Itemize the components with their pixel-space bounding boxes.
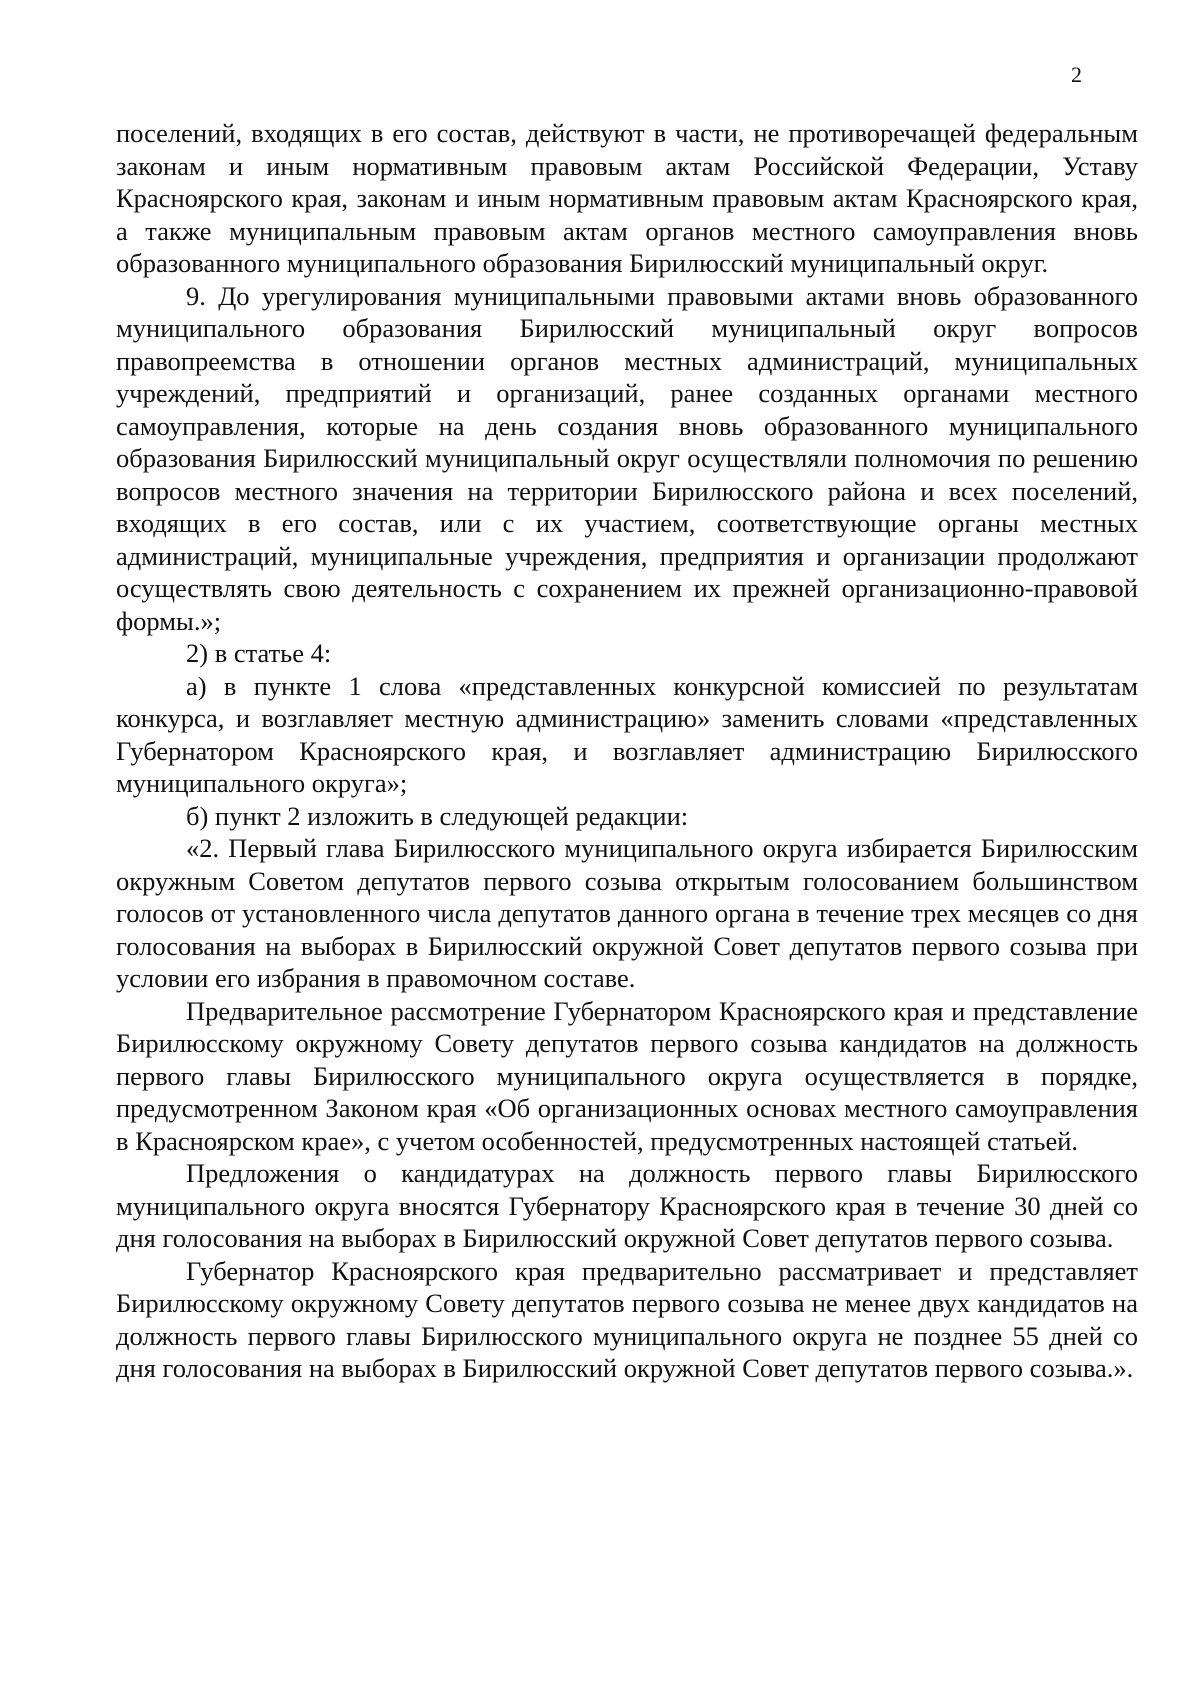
- paragraph-subitem-b: б) пункт 2 изложить в следующей редакции:: [186, 800, 689, 831]
- paragraph-clause-2: «2. Первый глава Бирилюсского муниципального округа избирается Бирилюсским окружным Советом депутатов первого созыва открытым голосованием большинством голосов от установленного числа депутатов данного органа в течение трех месяцев со дня голосования на выборах в Бирилюсский окружной Совет депутатов первого созыва при условии его избрания в правомочном составе.: [116, 833, 1138, 993]
- paragraph-preliminary-review: Предварительное рассмотрение Губернатором Красноярского края и представление Бирилюсскому окружному Совету депутатов первого созыва кандидатов на должность первого главы Бирилюсского муниципального округа осуществляется в порядке, предусмотренном Законом края «Об организационных основах местного самоуправления в Красноярском крае», с учетом особенностей, предусмотренных настоящей статьей.: [116, 995, 1138, 1156]
- paragraph-governor: Губернатор Красноярского края предварительно рассматривает и представляет Бирилюсскому окружному Совету депутатов первого созыва не менее двух кандидатов на должность первого главы Бирилюсского муниципального округа не позднее 55 дней со дня голосования на выборах в Бирилюсский окружной Совет депутатов первого созыва.».: [116, 1255, 1138, 1383]
- page-number: 2: [1071, 62, 1082, 87]
- document-body: [116, 117, 1138, 1385]
- paragraph-subitem-a: а) в пункте 1 слова «представленных конкурсной комиссией по результатам конкурса, и возглавляет местную администрацию» заменить словами «представленных Губернатором Красноярского края, и возглавляет администрацию Бирилюсского муниципального округа»;: [116, 670, 1138, 798]
- paragraph-proposals: Предложения о кандидатурах на должность первого главы Бирилюсского муниципального округа вносятся Губернатору Красноярского края в течение 30 дней со дня голосования на выборах в Бирилюсский окружной Совет депутатов первого созыва.: [116, 1158, 1138, 1253]
- paragraph-continuation: поселений, входящих в его состав, действуют в части, не противоречащей федеральным законам и иным нормативным правовым актам Российской Федерации, Уставу Красноярского края, законам и иным нормативным правовым актам Красноярского края, а также муниципальным правовым актам органов местного самоуправления вновь образованного муниципального образования Бирилюсский муниципальный округ.: [116, 118, 1138, 278]
- paragraph-article-4-heading: 2) в статье 4:: [186, 638, 332, 668]
- paragraph-item-9: 9. До урегулирования муниципальными правовыми актами вновь образованного муниципального образования Бирилюсский муниципальный округ вопросов правопреемства в отношении органов местных администраций, муниципальных учреждений, предприятий и организаций, ранее созданных органами местного самоуправления, которые на день создания вновь образованного муниципального образования Бирилюсский муниципальный округ осуществляли полномочия по решению вопросов местного значения на территории Бирилюсского района и всех поселений, входящих в его состав, или с их участием, соответствующие органы местных администраций, муниципальные учреждения, предприятия и организации продолжают осуществлять свою деятельность с сохранением их прежней организационно-правовой формы.»;: [116, 280, 1138, 636]
